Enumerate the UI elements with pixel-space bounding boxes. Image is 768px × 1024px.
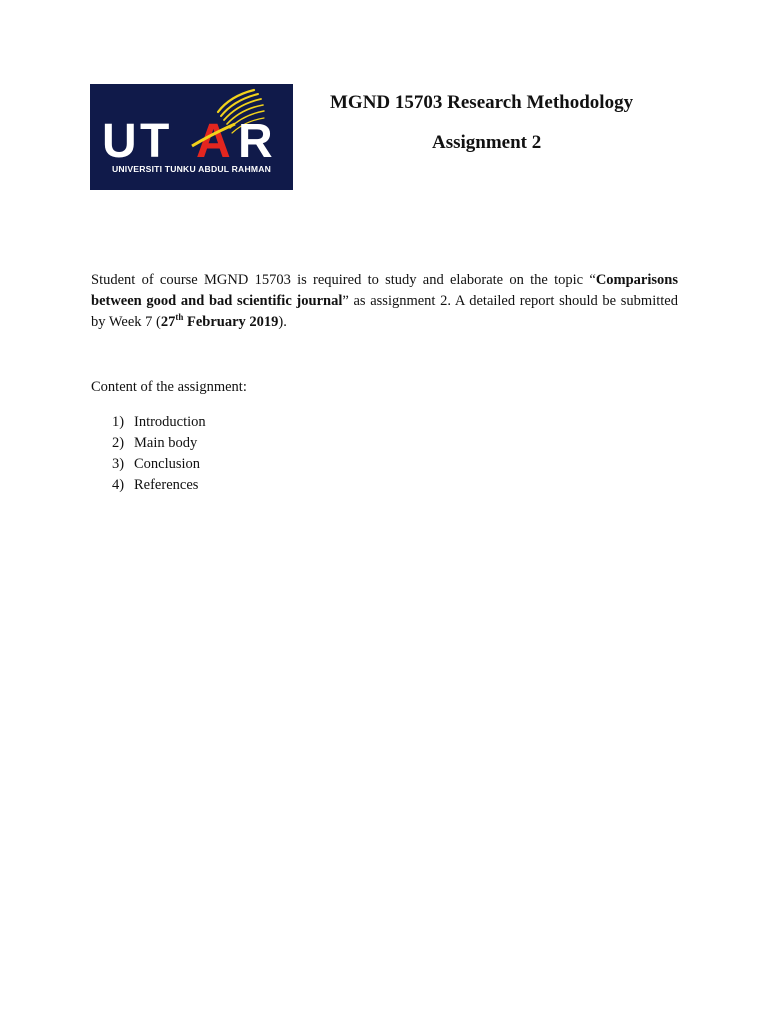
list-item — [91, 475, 206, 496]
content-list — [91, 412, 206, 496]
logo-letter-r: R — [238, 115, 273, 168]
due-date — [161, 314, 279, 330]
list-item — [91, 412, 206, 433]
description-text-middle: ” as assignment 2. A detailed report should be submitted by Week 7 ( — [91, 293, 678, 330]
logo-letter-a: A — [196, 115, 231, 168]
list-item-number: 3) — [112, 456, 125, 472]
list-item-text: References — [134, 477, 199, 493]
course-title: MGND 15703 Research Methodology — [330, 92, 634, 113]
logo-subtitle: UNIVERSITI TUNKU ABDUL RAHMAN — [111, 164, 272, 174]
list-item-number: 4) — [112, 477, 125, 493]
due-date-day: 27 — [160, 314, 176, 330]
list-item — [91, 433, 206, 454]
due-date-rest: February 2019 — [183, 314, 279, 330]
list-item-text: Introduction — [134, 414, 206, 430]
assignment-description — [91, 270, 678, 333]
logo-letter-t: T — [140, 115, 170, 168]
description-text-end: ). — [278, 314, 287, 330]
list-item-number: 2) — [112, 435, 125, 451]
due-date-suffix: th — [175, 312, 184, 322]
assignment-topic: Comparisons between good and bad scientific journal — [91, 272, 678, 309]
content-label: Content of the assignment: — [91, 379, 247, 395]
list-item — [91, 454, 206, 475]
list-item-text: Conclusion — [134, 456, 201, 472]
assignment-title: Assignment 2 — [432, 132, 542, 153]
logo-letter-u: U — [102, 115, 137, 168]
list-item-number: 1) — [112, 414, 125, 430]
list-item-text: Main body — [134, 435, 198, 451]
utar-logo — [90, 84, 293, 190]
utar-logo-graphic — [90, 84, 293, 190]
description-text-start: Student of course MGND 15703 is required to study and elaborate on the topic “ — [91, 272, 596, 288]
